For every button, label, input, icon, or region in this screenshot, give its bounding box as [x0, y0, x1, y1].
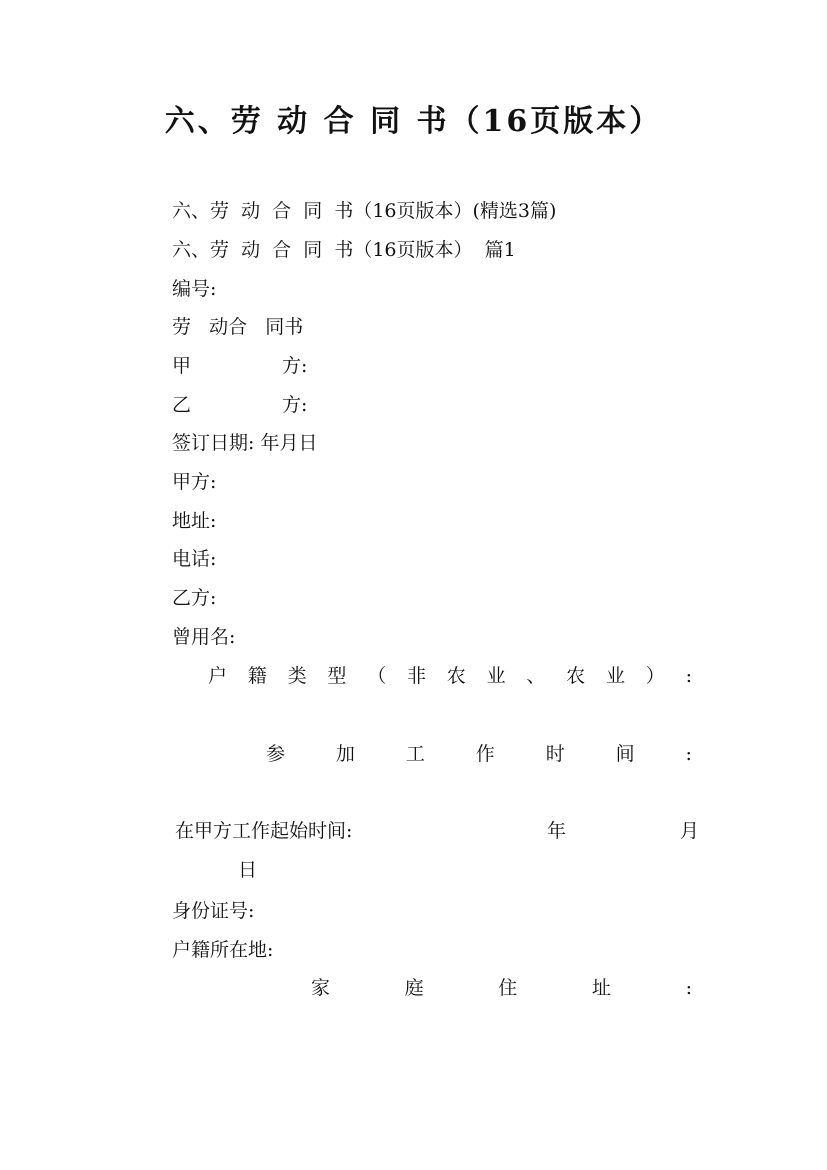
- household-type-char: 非: [406, 665, 426, 687]
- document-title: 六、劳 动 合 同 书（16页版本）: [164, 104, 663, 139]
- party-a-label: 甲: [172, 355, 192, 377]
- work-start-char: 作: [475, 743, 495, 765]
- household-type-field: [208, 663, 692, 689]
- contract-name-line: 劳 动合 同书: [172, 316, 304, 338]
- home-address-field: [311, 975, 692, 1001]
- address-field: 地址:: [172, 510, 217, 532]
- contract-number-label: 编号:: [172, 278, 217, 300]
- sign-date-line: 签订日期: 年月日: [172, 432, 318, 454]
- subtitle-line: 六、劳 动 合 同 书（16页版本）(精选3篇): [172, 200, 557, 222]
- start-at-party-a-label: 在甲方工作起始时间:: [175, 820, 353, 842]
- home-address-char: 址: [591, 977, 611, 999]
- phone-field: 电话:: [172, 548, 217, 570]
- year-label: 年: [547, 820, 567, 842]
- party-a-suffix: 方:: [282, 355, 308, 377]
- party-b-label: 乙: [172, 394, 192, 416]
- home-address-char: 家: [311, 977, 331, 999]
- month-label: 月: [680, 820, 700, 842]
- work-start-char: 工: [405, 743, 425, 765]
- work-start-field: [266, 741, 692, 767]
- household-type-char: 农: [566, 665, 586, 687]
- household-type-char: 农: [446, 665, 466, 687]
- home-address-char: 庭: [404, 977, 424, 999]
- work-start-char: 间: [615, 743, 635, 765]
- household-type-char: （: [367, 665, 387, 687]
- household-type-char: 籍: [247, 665, 267, 687]
- household-type-char: :: [685, 665, 692, 687]
- household-type-char: 型: [327, 665, 347, 687]
- party-b-suffix: 方:: [282, 394, 308, 416]
- work-start-char: 参: [266, 743, 286, 765]
- work-start-char: 加: [335, 743, 355, 765]
- former-name-field: 曾用名:: [172, 626, 236, 648]
- id-number-field: 身份证号:: [172, 900, 255, 922]
- chapter-heading: 六、劳 动 合 同 书（16页版本） 篇1: [172, 239, 516, 261]
- party-a-field: 甲方:: [172, 471, 217, 493]
- household-type-char: 户: [208, 665, 228, 687]
- work-start-char: :: [685, 743, 692, 765]
- day-label: 日: [238, 859, 258, 881]
- home-address-char: :: [685, 977, 692, 999]
- household-location-field: 户籍所在地:: [172, 939, 274, 961]
- home-address-char: 住: [498, 977, 518, 999]
- household-type-char: 、: [526, 665, 546, 687]
- household-type-char: 业: [486, 665, 506, 687]
- household-type-char: 业: [605, 665, 625, 687]
- household-type-char: 类: [287, 665, 307, 687]
- work-start-char: 时: [545, 743, 565, 765]
- household-type-char: ）: [645, 665, 665, 687]
- party-b-field: 乙方:: [172, 587, 217, 609]
